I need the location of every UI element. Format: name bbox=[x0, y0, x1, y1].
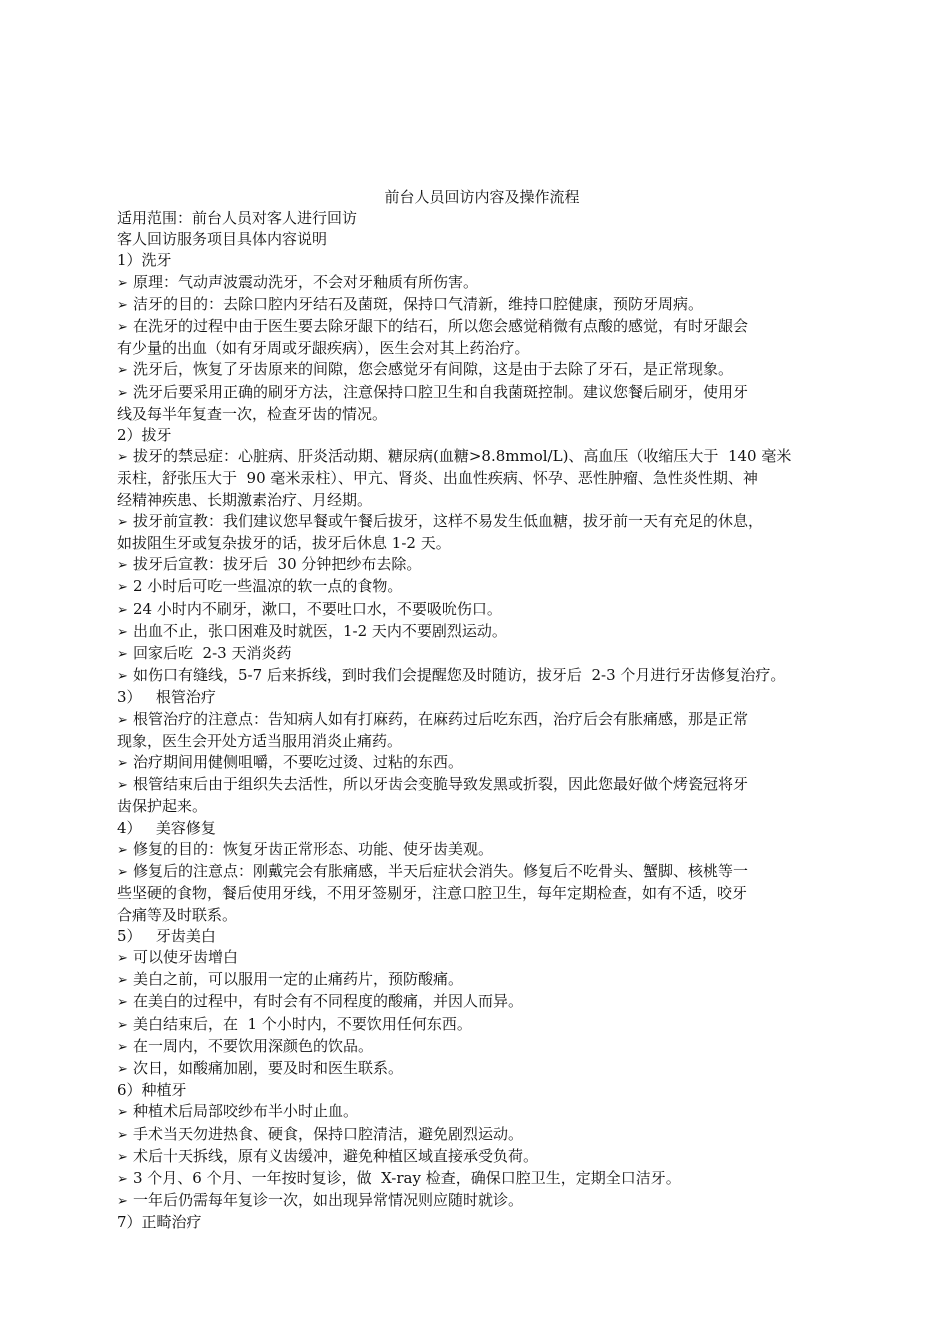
text-line bbox=[117, 490, 847, 511]
text-line bbox=[117, 883, 847, 904]
arrowhead-bullet-icon: ➢ bbox=[117, 995, 128, 1011]
line-text: 洁牙的目的：去除口腔内牙结石及菌斑，保持口气清新，维持口腔健康，预防牙周病。 bbox=[133, 294, 704, 313]
document-title: 前台人员回访内容及操作流程 bbox=[384, 188, 580, 206]
bullet-line bbox=[117, 1190, 847, 1212]
line-text: 次日，如酸痛加剧，要及时和医生联系。 bbox=[133, 1058, 404, 1077]
arrowhead-bullet-icon: ➢ bbox=[117, 778, 128, 794]
line-text: 如拔阻生牙或复杂拔牙的话，拔牙后休息 1-2 天。 bbox=[117, 534, 451, 553]
bullet-line bbox=[117, 709, 847, 731]
arrowhead-bullet-icon: ➢ bbox=[117, 450, 128, 466]
line-text: 些坚硬的食物，餐后使用牙线，不用牙签剔牙，注意口腔卫生，每年定期检查，如有不适，咬牙 bbox=[117, 884, 748, 903]
text-line bbox=[117, 533, 847, 554]
arrowhead-bullet-icon: ➢ bbox=[117, 602, 128, 618]
arrowhead-bullet-icon: ➢ bbox=[117, 1149, 128, 1165]
arrowhead-bullet-icon: ➢ bbox=[117, 385, 128, 401]
bullet-line bbox=[117, 665, 847, 687]
bullet-line bbox=[117, 774, 847, 796]
arrowhead-bullet-icon: ➢ bbox=[117, 1194, 128, 1210]
line-text: 术后十天拆线，原有义齿缓冲，避免种植区域直接承受负荷。 bbox=[133, 1146, 539, 1165]
line-text: 齿保护起来。 bbox=[117, 797, 208, 816]
text-line bbox=[117, 926, 847, 947]
arrowhead-bullet-icon: ➢ bbox=[117, 950, 128, 966]
text-line bbox=[117, 1212, 847, 1233]
text-line bbox=[117, 731, 847, 752]
bullet-line bbox=[117, 446, 847, 468]
bullet-line bbox=[117, 511, 847, 533]
line-text: 汞柱，舒张压大于 90 毫米汞柱）、甲亢、肾炎、出血性疾病、怀孕、恶性肿瘤、急性炎性期、神 bbox=[117, 469, 758, 488]
line-text: 手术当天勿进热食、硬食，保持口腔清洁，避免剧烈运动。 bbox=[133, 1124, 524, 1143]
bullet-line bbox=[117, 599, 847, 621]
line-text: 6）种植牙 bbox=[117, 1081, 187, 1100]
line-text: 经精神疾患、长期激素治疗、月经期。 bbox=[117, 490, 373, 509]
line-text: 在美白的过程中，有时会有不同程度的酸痛，并因人而异。 bbox=[133, 992, 524, 1011]
arrowhead-bullet-icon: ➢ bbox=[117, 514, 128, 530]
line-text: 有少量的出血（如有牙周或牙龈疾病），医生会对其上药治疗。 bbox=[117, 339, 530, 358]
line-text: 原理：气动声波震动洗牙，不会对牙釉质有所伤害。 bbox=[133, 272, 479, 291]
bullet-line bbox=[117, 382, 847, 404]
line-text: 回家后吃 2-3 天消炎药 bbox=[133, 644, 292, 663]
arrowhead-bullet-icon: ➢ bbox=[117, 580, 128, 596]
line-text: 线及每半年复查一次，检查牙齿的情况。 bbox=[117, 404, 388, 423]
line-text: 美白结束后，在 1 个小时内，不要饮用任何东西。 bbox=[133, 1014, 472, 1033]
bullet-line bbox=[117, 1014, 847, 1036]
arrowhead-bullet-icon: ➢ bbox=[117, 865, 128, 881]
text-line bbox=[117, 425, 847, 446]
text-line bbox=[117, 404, 847, 425]
line-text: 2）拔牙 bbox=[117, 426, 172, 445]
bullet-line bbox=[117, 621, 847, 643]
line-text: 治疗期间用健侧咀嚼，不要吃过烫、过粘的东西。 bbox=[133, 753, 464, 772]
arrowhead-bullet-icon: ➢ bbox=[117, 1127, 128, 1143]
arrowhead-bullet-icon: ➢ bbox=[117, 756, 128, 772]
line-text: 种植术后局部咬纱布半小时止血。 bbox=[133, 1102, 359, 1121]
bullet-line bbox=[117, 1058, 847, 1080]
text-line bbox=[117, 208, 847, 229]
bullet-line bbox=[117, 359, 847, 381]
arrowhead-bullet-icon: ➢ bbox=[117, 297, 128, 313]
line-text: 一年后仍需每年复诊一次，如出现异常情况则应随时就诊。 bbox=[133, 1191, 524, 1210]
arrowhead-bullet-icon: ➢ bbox=[117, 363, 128, 379]
text-line bbox=[117, 338, 847, 359]
line-text: 1）洗牙 bbox=[117, 251, 172, 270]
line-text: 根管治疗的注意点：告知病人如有打麻药，在麻药过后吃东西，治疗后会有胀痛感，那是正常 bbox=[133, 709, 749, 728]
text-line bbox=[117, 796, 847, 817]
line-text: 如伤口有缝线，5-7 后来拆线，到时我们会提醒您及时随访，拔牙后 2-3 个月进行牙齿修复治疗。 bbox=[133, 666, 786, 685]
line-text: 修复后的注意点：刚戴完会有胀痛感，半天后症状会消失。修复后不吃骨头、蟹脚、核桃等一 bbox=[133, 862, 749, 881]
bullet-line bbox=[117, 1101, 847, 1123]
line-text: 拔牙前宣教：我们建议您早餐或午餐后拔牙，这样不易发生低血糖，拔牙前一天有充足的休息， bbox=[133, 511, 764, 530]
line-text: 洗牙后要采用正确的刷牙方法，注意保持口腔卫生和自我菌斑控制。建议您餐后刷牙，使用牙 bbox=[133, 382, 749, 401]
arrowhead-bullet-icon: ➢ bbox=[117, 320, 128, 336]
line-text: 拔牙的禁忌症：心脏病、肝炎活动期、糖尿病(血糖>8.8mmol/L)、高血压（收缩压大于 140 毫米 bbox=[133, 447, 792, 466]
line-text: 现象，医生会开处方适当服用消炎止痛药。 bbox=[117, 731, 403, 750]
bullet-line bbox=[117, 1146, 847, 1168]
arrowhead-bullet-icon: ➢ bbox=[117, 842, 128, 858]
line-text: 24 小时内不刷牙，漱口，不要吐口水，不要吸吮伤口。 bbox=[133, 599, 502, 618]
line-text: 4） 美容修复 bbox=[117, 818, 216, 837]
text-line bbox=[117, 687, 847, 708]
bullet-line bbox=[117, 1124, 847, 1146]
arrowhead-bullet-icon: ➢ bbox=[117, 624, 128, 640]
bullet-line bbox=[117, 1036, 847, 1058]
arrowhead-bullet-icon: ➢ bbox=[117, 1061, 128, 1077]
line-text: 修复的目的：恢复牙齿正常形态、功能、使牙齿美观。 bbox=[133, 839, 494, 858]
bullet-line bbox=[117, 294, 847, 316]
line-text: 合痛等及时联系。 bbox=[117, 905, 238, 924]
bullet-line bbox=[117, 1168, 847, 1190]
line-text: 可以使牙齿增白 bbox=[133, 947, 239, 966]
arrowhead-bullet-icon: ➢ bbox=[117, 973, 128, 989]
line-text: 7）正畸治疗 bbox=[117, 1213, 202, 1232]
bullet-line bbox=[117, 554, 847, 576]
arrowhead-bullet-icon: ➢ bbox=[117, 1105, 128, 1121]
line-text: 3） 根管治疗 bbox=[117, 688, 216, 707]
arrowhead-bullet-icon: ➢ bbox=[117, 275, 128, 291]
line-text: 在洗牙的过程中由于医生要去除牙龈下的结石，所以您会感觉稍微有点酸的感觉，有时牙龈会 bbox=[133, 317, 749, 336]
line-text: 3 个月、6 个月、一年按时复诊，做 X-ray 检查，确保口腔卫生，定期全口洁牙。 bbox=[133, 1168, 681, 1187]
arrowhead-bullet-icon: ➢ bbox=[117, 1171, 128, 1187]
arrowhead-bullet-icon: ➢ bbox=[117, 1017, 128, 1033]
text-line bbox=[117, 468, 847, 489]
bullet-line bbox=[117, 643, 847, 665]
bullet-line bbox=[117, 316, 847, 338]
bullet-line bbox=[117, 861, 847, 883]
text-line bbox=[117, 1080, 847, 1101]
bullet-line bbox=[117, 576, 847, 598]
bullet-line bbox=[117, 272, 847, 294]
line-text: 美白之前，可以服用一定的止痛药片，预防酸痛。 bbox=[133, 970, 464, 989]
arrowhead-bullet-icon: ➢ bbox=[117, 712, 128, 728]
arrowhead-bullet-icon: ➢ bbox=[117, 669, 128, 685]
line-text: 根管结束后由于组织失去活性，所以牙齿会变脆导致发黑或折裂，因此您最好做个烤瓷冠将牙 bbox=[133, 775, 749, 794]
line-text: 洗牙后，恢复了牙齿原来的间隙，您会感觉牙有间隙，这是由于去除了牙石，是正常现象。 bbox=[133, 360, 734, 379]
line-text: 拔牙后宣教：拔牙后 30 分钟把纱布去除。 bbox=[133, 555, 422, 574]
text-line bbox=[117, 229, 847, 250]
line-text: 出血不止，张口困难及时就医，1-2 天内不要剧烈运动。 bbox=[133, 621, 507, 640]
document-body bbox=[117, 208, 847, 1234]
arrowhead-bullet-icon: ➢ bbox=[117, 1039, 128, 1055]
document-page bbox=[117, 186, 847, 1234]
bullet-line bbox=[117, 947, 847, 969]
bullet-line bbox=[117, 991, 847, 1013]
arrowhead-bullet-icon: ➢ bbox=[117, 647, 128, 663]
line-text: 5） 牙齿美白 bbox=[117, 926, 216, 945]
text-line bbox=[117, 818, 847, 839]
line-text: 2 小时后可吃一些温凉的软一点的食物。 bbox=[133, 577, 403, 596]
line-text: 客人回访服务项目具体内容说明 bbox=[117, 230, 328, 249]
bullet-line bbox=[117, 969, 847, 991]
text-line bbox=[117, 250, 847, 271]
line-text: 在一周内，不要饮用深颜色的饮品。 bbox=[133, 1036, 374, 1055]
arrowhead-bullet-icon: ➢ bbox=[117, 558, 128, 574]
text-line bbox=[117, 905, 847, 926]
bullet-line bbox=[117, 839, 847, 861]
line-text: 适用范围：前台人员对客人进行回访 bbox=[117, 209, 358, 227]
bullet-line bbox=[117, 752, 847, 774]
